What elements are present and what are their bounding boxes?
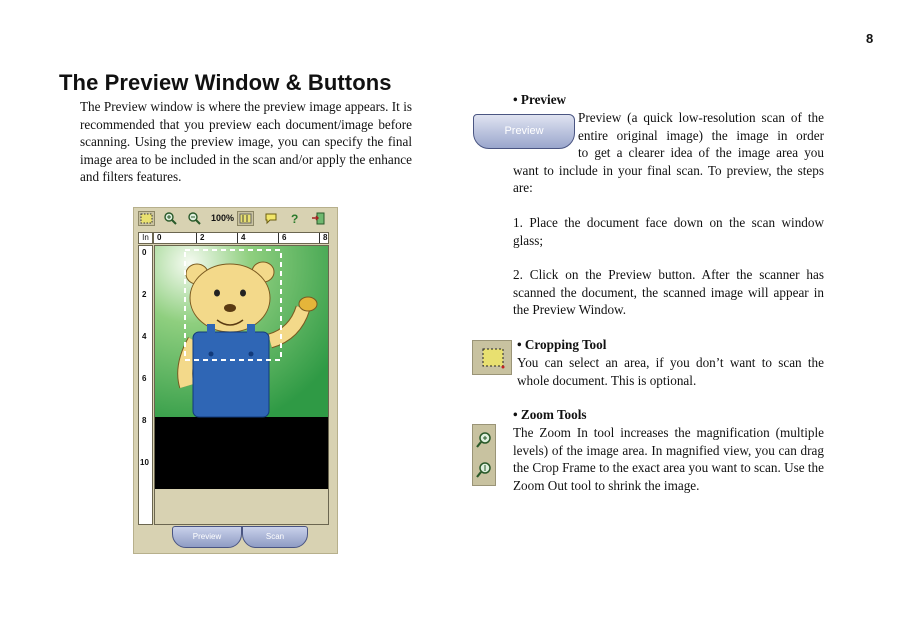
ruler-unit-label: In	[138, 232, 153, 244]
preview-button-graphic[interactable]: Preview	[473, 114, 575, 149]
preview-image	[155, 246, 328, 524]
crop-icon	[140, 213, 153, 224]
zoom-in-icon	[163, 212, 177, 225]
zoom-in-icon	[473, 425, 495, 485]
zoom-in-button[interactable]	[162, 211, 179, 226]
help-button[interactable]	[287, 211, 304, 226]
app-preview-button[interactable]: Preview	[172, 526, 242, 548]
comment-button[interactable]	[263, 211, 280, 226]
ruler-tick: 8	[323, 233, 328, 242]
page-number: 8	[866, 31, 874, 46]
app-scan-button[interactable]: Scan	[242, 526, 308, 548]
ruler-tick: 4	[142, 332, 147, 341]
top-ruler	[153, 232, 329, 244]
preview-heading: • Preview	[513, 92, 567, 107]
ruler-tick: 0	[157, 233, 162, 242]
scanner-preview-window	[133, 207, 338, 554]
exit-icon	[311, 212, 325, 225]
crop-icon	[473, 341, 511, 374]
ruler-tick: 4	[241, 233, 246, 242]
preview-text-line: Preview (a quick low-resolution scan of the	[578, 110, 824, 125]
zoom-out-button[interactable]	[186, 211, 203, 226]
exit-button[interactable]	[310, 211, 327, 226]
ruler-tick: 6	[282, 233, 287, 242]
ruler-tick: 8	[142, 416, 147, 425]
zoom-tools-icon-strip	[472, 424, 496, 486]
page-title: The Preview Window & Buttons	[59, 70, 392, 95]
zoom-tools-text: The Zoom In tool increases the magnification (multiple levels) of the image area. In magnified view, you can drag the Crop Frame to the exact area you want to scan. Use the Zoom Out tool to shrink the image.	[513, 425, 824, 493]
fit-icon	[239, 213, 252, 224]
preview-text-line: entire original image) the image in order	[578, 127, 824, 143]
preview-step-2: 2. Click on the Preview button. After the scanner has scanned the document, the scanned image will appear in the Preview Window.	[513, 267, 824, 318]
svg-text:?: ?	[291, 212, 299, 225]
crop-tool-icon-button	[472, 340, 512, 375]
ruler-tick: 2	[142, 290, 147, 299]
cropping-text: You can select an area, if you don’t want to scan the whole document. This is optional.	[517, 355, 824, 388]
preview-text-line: to get a clearer idea of the image area you	[578, 145, 824, 161]
crop-tool-button[interactable]	[138, 211, 155, 226]
ruler-tick: 0	[142, 248, 147, 257]
ruler-tick: 10	[140, 458, 149, 467]
ruler-tick: 2	[200, 233, 205, 242]
help-icon	[288, 212, 302, 225]
preview-step-1: 1. Place the document face down on the scan window glass;	[513, 215, 824, 248]
ruler-tick: 6	[142, 374, 147, 383]
intro-paragraph: The Preview window is where the preview image appears. It is recommended that you preview each document/image before scanning. Using the preview image, you can specify the final image area to be included in the scan and/or apply the enhance and filters features.	[80, 99, 412, 185]
left-ruler	[138, 245, 153, 525]
zoom-tools-heading: • Zoom Tools	[513, 407, 587, 422]
preview-area[interactable]	[154, 245, 329, 525]
zoom-out-icon	[187, 212, 201, 225]
fit-button[interactable]	[237, 211, 254, 226]
comment-icon	[264, 212, 278, 225]
zoom-100-button[interactable]: 100%	[211, 213, 235, 223]
preview-text-rest: want to include in your final scan. To preview, the steps are:	[513, 162, 824, 196]
cropping-heading: • Cropping Tool	[517, 337, 607, 352]
